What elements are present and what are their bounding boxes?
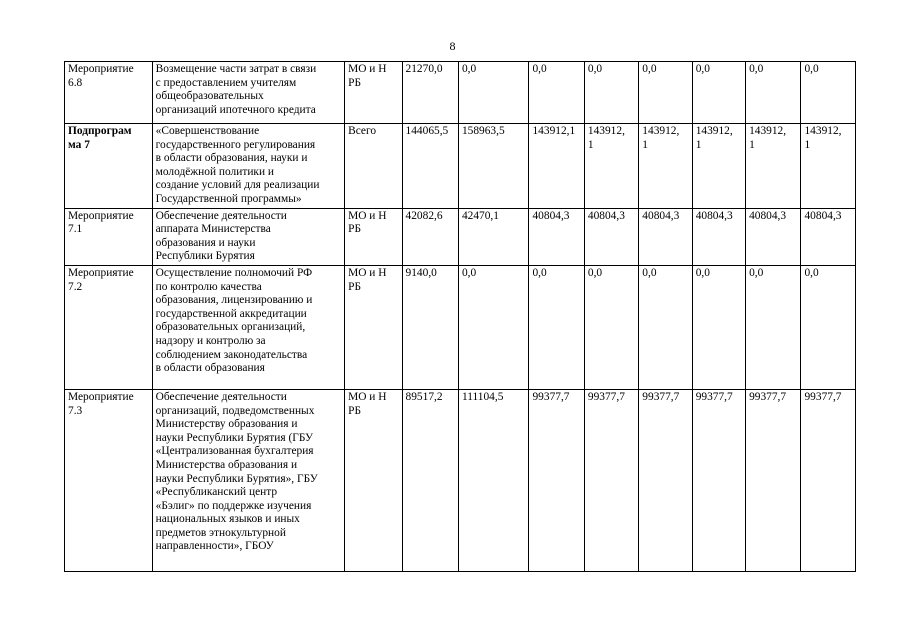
measure-code-cell-line: Мероприятие <box>68 63 134 75</box>
measure-code-cell <box>65 389 153 571</box>
measure-name-cell-line: Республики Бурятия <box>155 250 255 263</box>
value-cell-line: 42470,1 <box>461 209 499 222</box>
measure-code-cell-line: 7.1 <box>68 223 83 236</box>
measure-name-cell-line: предметов этнокультурной <box>155 526 286 539</box>
value-cell <box>639 124 692 209</box>
table-row <box>65 265 856 389</box>
value-cell-line: 1 <box>642 138 648 151</box>
measure-code-cell <box>65 62 153 124</box>
value-cell <box>584 62 638 124</box>
value-cell <box>746 124 801 209</box>
value-cell-line: 0,0 <box>642 63 657 75</box>
value-cell <box>692 265 745 389</box>
measure-name-cell <box>152 389 344 571</box>
value-cell <box>458 389 529 571</box>
measure-name-cell-line: с предоставлением учителям <box>155 76 297 89</box>
measure-code-cell <box>65 124 153 209</box>
measure-code-cell-line: 6.8 <box>68 76 83 89</box>
value-cell-line: 0,0 <box>695 266 710 279</box>
measure-name-cell <box>152 208 344 265</box>
executor-cell-line: РБ <box>348 280 361 293</box>
measure-name-cell-line: направленности», ГБОУ <box>155 540 274 553</box>
value-cell-line: 40804,3 <box>642 209 680 222</box>
measure-name-cell-line: Обеспечение деятельности <box>155 209 287 222</box>
executor-cell <box>345 265 402 389</box>
executor-cell-line: МО и Н <box>348 209 387 222</box>
measure-code-cell-line: ма 7 <box>68 138 90 151</box>
measure-name-cell-line: «Бэлиг» по поддержке изучения <box>155 499 312 512</box>
value-cell-line: 1 <box>695 138 702 151</box>
measure-name-cell-line: науки Республики Бурятия», ГБУ <box>155 472 318 485</box>
value-cell <box>639 208 692 265</box>
measure-name-cell <box>152 265 344 389</box>
executor-cell-line: Всего <box>348 125 377 137</box>
value-cell-line: 143912, <box>749 125 787 137</box>
value-cell-line: 40804,3 <box>587 209 625 222</box>
measure-code-cell-line: 7.2 <box>68 280 83 293</box>
value-cell <box>692 208 745 265</box>
measure-name-cell-line: организаций, подведомственных <box>155 404 315 417</box>
value-cell-line: 0,0 <box>461 266 477 279</box>
table-row <box>65 389 856 571</box>
value-cell-line: 99377,7 <box>587 390 625 403</box>
measure-code-cell-line: Подпрограм <box>68 125 132 137</box>
value-cell-line: 143912, <box>804 125 842 137</box>
value-cell <box>746 389 801 571</box>
executor-cell-line: РБ <box>348 223 361 236</box>
measure-name-cell-line: в области образования, науки и <box>155 152 308 165</box>
measure-name-cell-line: аппарата Министерства <box>155 223 271 236</box>
value-cell-line: 0,0 <box>461 63 477 75</box>
value-cell <box>801 62 856 124</box>
measure-name-cell-line: Обеспечение деятельности <box>155 390 287 403</box>
measure-name-cell-line: надзору и контролю за <box>155 334 266 347</box>
measure-name-cell-line: науки Республики Бурятия (ГБУ <box>155 431 314 444</box>
value-cell <box>801 389 856 571</box>
value-cell <box>746 62 801 124</box>
measure-name-cell-line: «Республиканский центр <box>155 486 278 499</box>
measure-name-cell-line: по контролю качества <box>155 280 262 293</box>
value-cell-line: 0,0 <box>587 266 603 279</box>
value-cell <box>458 62 529 124</box>
executor-cell-line: МО и Н <box>348 266 387 279</box>
table-row <box>65 124 856 209</box>
value-cell <box>639 62 692 124</box>
measure-code-cell-line: Мероприятие <box>68 209 134 222</box>
value-cell-line: 99377,7 <box>695 390 733 403</box>
measure-name-cell-line: молодёжной политики и <box>155 165 274 178</box>
value-cell <box>458 208 529 265</box>
value-cell <box>458 124 529 209</box>
value-cell-line: 0,0 <box>532 266 547 279</box>
value-cell <box>402 265 458 389</box>
value-cell <box>529 124 584 209</box>
value-cell <box>801 265 856 389</box>
value-cell-line: 99377,7 <box>804 390 842 403</box>
value-cell <box>639 389 692 571</box>
value-cell-line: 21270,0 <box>405 63 443 75</box>
executor-cell <box>345 208 402 265</box>
value-cell <box>801 124 856 209</box>
value-cell <box>584 265 638 389</box>
value-cell <box>402 208 458 265</box>
value-cell <box>584 208 638 265</box>
measure-name-cell-line: организаций ипотечного кредита <box>155 103 316 116</box>
value-cell <box>402 124 458 209</box>
measure-name-cell-line: образовательных организаций, <box>155 321 306 334</box>
value-cell <box>529 62 584 124</box>
measure-name-cell-line: образования, лицензированию и <box>155 294 313 307</box>
executor-cell <box>345 124 402 209</box>
value-cell-line: 42082,6 <box>405 209 443 222</box>
measure-code-cell <box>65 265 153 389</box>
executor-cell <box>345 62 402 124</box>
value-cell <box>529 389 584 571</box>
measure-name-cell-line: Государственной программы» <box>155 192 302 205</box>
measure-name-cell-line: Возмещение части затрат в связи <box>155 63 317 75</box>
value-cell-line: 9140,0 <box>405 266 437 279</box>
value-cell-line: 0,0 <box>749 63 764 75</box>
measure-code-cell-line: Мероприятие <box>68 266 134 279</box>
executor-cell-line: МО и Н <box>348 390 387 403</box>
value-cell <box>692 124 745 209</box>
value-cell-line: 40804,3 <box>749 209 787 222</box>
value-cell-line: 0,0 <box>804 266 819 279</box>
value-cell-line: 0,0 <box>804 63 819 75</box>
value-cell-line: 1 <box>587 138 594 151</box>
budget-table-body <box>65 62 856 572</box>
page-number: 8 <box>449 39 456 53</box>
measure-name-cell-line: в области образования <box>155 362 265 375</box>
measure-name-cell <box>152 124 344 209</box>
value-cell-line: 144065,5 <box>405 125 449 137</box>
value-cell <box>692 389 745 571</box>
executor-cell-line: РБ <box>348 76 361 89</box>
measure-name-cell-line: государственного регулирования <box>155 138 316 151</box>
value-cell-line: 0,0 <box>532 63 547 75</box>
value-cell-line: 99377,7 <box>532 390 570 403</box>
value-cell <box>801 208 856 265</box>
value-cell <box>639 265 692 389</box>
executor-cell-line: РБ <box>348 404 361 417</box>
value-cell <box>458 265 529 389</box>
value-cell <box>692 62 745 124</box>
measure-name-cell-line: соблюдением законодательства <box>155 348 308 361</box>
value-cell <box>746 208 801 265</box>
measure-name-cell-line: образования и науки <box>155 236 256 249</box>
value-cell-line: 99377,7 <box>749 390 787 403</box>
measure-name-cell-line: государственной аккредитации <box>155 307 307 320</box>
value-cell-line: 143912, <box>587 125 625 137</box>
value-cell-line: 40804,3 <box>695 209 733 222</box>
table-row <box>65 208 856 265</box>
value-cell-line: 111104,5 <box>461 390 504 403</box>
value-cell <box>402 389 458 571</box>
value-cell <box>402 62 458 124</box>
value-cell-line: 89517,2 <box>405 390 443 403</box>
measure-name-cell-line: Осуществление полномочий РФ <box>155 266 313 279</box>
value-cell-line: 99377,7 <box>642 390 680 403</box>
value-cell-line: 40804,3 <box>532 209 570 222</box>
measure-name-cell-line: общеобразовательных <box>155 90 264 103</box>
value-cell-line: 1 <box>804 138 811 151</box>
value-cell <box>746 265 801 389</box>
table-row <box>65 62 856 124</box>
value-cell-line: 143912, <box>642 125 680 137</box>
executor-cell-line: МО и Н <box>348 63 387 75</box>
measure-name-cell-line: «Централизованная бухгалтерия <box>155 445 314 458</box>
value-cell-line: 1 <box>749 138 755 151</box>
value-cell-line: 0,0 <box>695 63 710 75</box>
measure-name-cell <box>152 62 344 124</box>
value-cell <box>584 124 638 209</box>
value-cell-line: 0,0 <box>587 63 603 75</box>
measure-name-cell-line: создание условий для реализации <box>155 179 320 192</box>
value-cell-line: 0,0 <box>642 266 657 279</box>
value-cell-line: 143912,1 <box>532 125 576 137</box>
value-cell-line: 143912, <box>695 125 733 137</box>
value-cell <box>529 208 584 265</box>
value-cell-line: 158963,5 <box>461 125 505 137</box>
value-cell-line: 0,0 <box>749 266 764 279</box>
measure-name-cell-line: Министерству образования и <box>155 418 298 431</box>
measure-code-cell-line: Мероприятие <box>68 390 134 403</box>
measure-name-cell-line: Министерства образования и <box>155 458 298 471</box>
measure-code-cell-line: 7.3 <box>68 404 83 417</box>
measure-name-cell-line: «Совершенствование <box>155 125 260 137</box>
executor-cell <box>345 389 402 571</box>
value-cell <box>584 389 638 571</box>
budget-table <box>64 61 856 572</box>
value-cell-line: 40804,3 <box>804 209 842 222</box>
measure-code-cell <box>65 208 153 265</box>
value-cell <box>529 265 584 389</box>
measure-name-cell-line: национальных языков и иных <box>155 513 300 526</box>
